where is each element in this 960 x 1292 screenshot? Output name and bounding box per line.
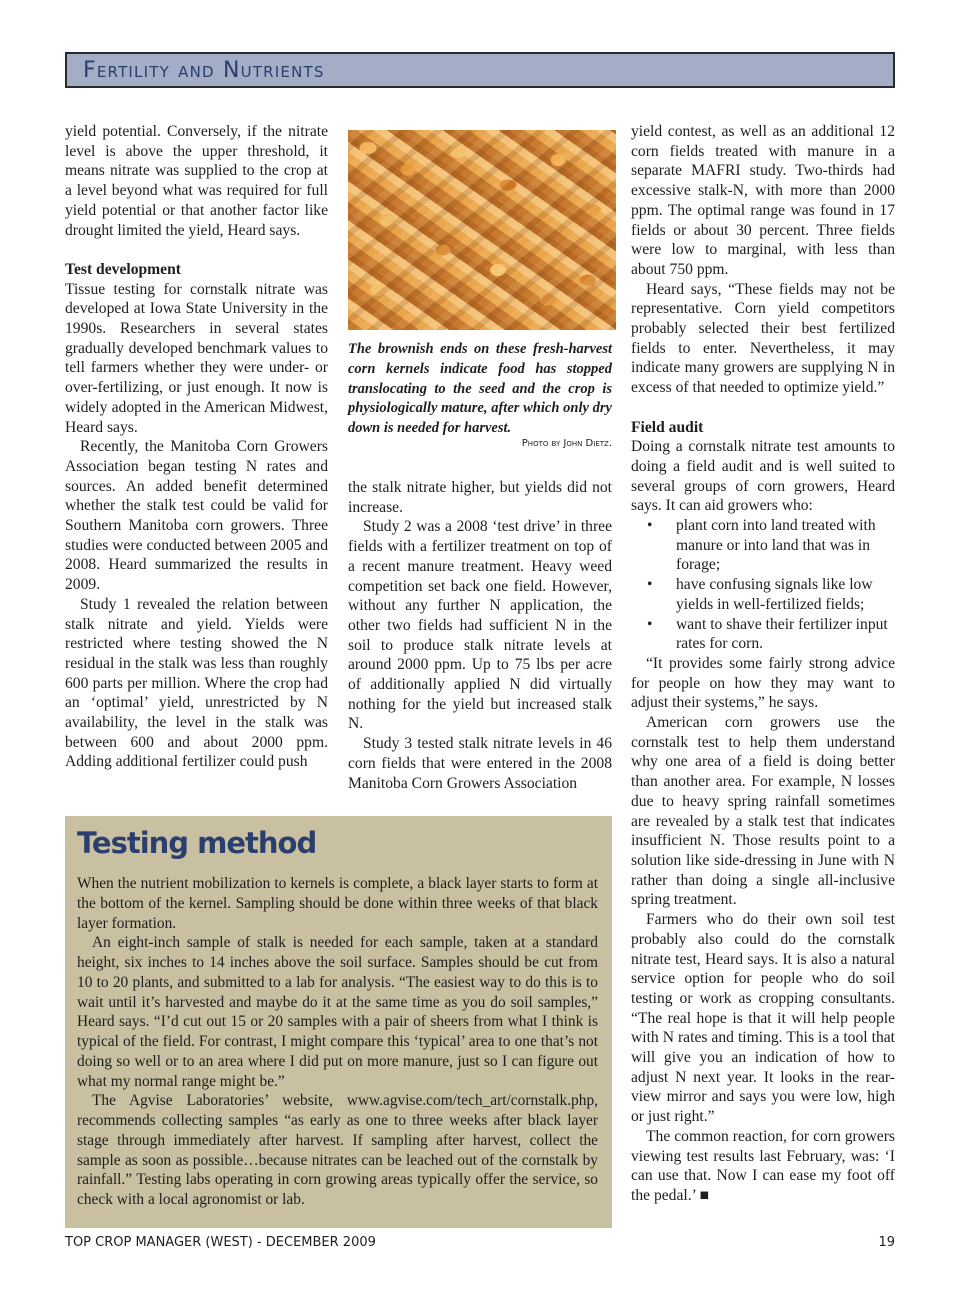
paragraph: the stalk nitrate higher, but yields did not increase. xyxy=(348,479,612,516)
paragraph: “It provides some fairly strong advice for people on how they may want to adjust their systems,” he says. xyxy=(631,654,895,712)
page-number: 19 xyxy=(878,1235,895,1250)
list-item: • have confusing signals like low yields in well-fertilized fields; xyxy=(631,575,895,614)
paragraph: Study 3 tested stalk nitrate levels in 46 corn fields that were entered in the 2008 Manitoba Corn Growers Association xyxy=(348,735,612,792)
paragraph: When the nutrient mobilization to kernels is complete, a black layer starts to form at the bottom of the kernel. Sampling should be done within three weeks of that black layer formation. xyxy=(77,875,598,932)
article-column-2 xyxy=(348,478,612,793)
corn-kernels-photo xyxy=(348,130,616,330)
section-header-bar xyxy=(65,52,895,88)
paragraph: yield contest, as well as an additional 12 corn fields treated with manure in a separate MAFRI study. Two-thirds had excessive stalk-N, with more than 2000 ppm. The optimal range was found in 17 fields or about 30 percent. Three fields were low to marginal, with less than about 750 ppm. xyxy=(631,123,895,278)
paragraph: An eight-inch sample of stalk is needed for each sample, taken at a standard height, six inches to 14 inches above the soil surface. Samples should be cut from 10 to 20 plants, and submitted to a lab for analysis. “The easiest way to do this is to wait until it’s harvested and maybe do it at the same time as you do soil samples,” Heard says. “I’d cut out 15 or 20 samples with a pair of sheers from what I think is typical of the field. For contrast, I might compare this ‘typical’ area to one that’s not doing so well or to an area where I did put on more manure, just so I can figure out what my normal range might be.” xyxy=(77,934,598,1090)
list-item: • plant corn into land treated with manure or into land that was in forage; xyxy=(631,516,895,575)
sidebar-title: Testing method xyxy=(77,826,317,860)
end-mark-icon: ■ xyxy=(699,1186,709,1204)
photo-caption: The brownish ends on these fresh-harvest corn kernels indicate food has stopped translocating to the seed and the crop is physiologically mature, after which only dry down is needed for harvest. xyxy=(348,341,612,437)
paragraph: Farmers who do their own soil test probably also could do the cornstalk nitrate test, Heard says. It is also a natural service option for people who do soil testing or work as cropping consultants. “The real hope is that it will help people with N rates and timing. This is a tool that will give you an indication of how to adjust N next year. It looks in the rear-view mirror and says you were low, high or just right.” xyxy=(631,911,895,1126)
paragraph: American corn growers use the cornstalk test to help them understand why one area of a field is doing better than another area. For example, N losses due to heavy spring rainfall sometimes are revealed by a stalk test that indicates insufficient N. Those results point to a solution like side-dressing in June with N rather than doing a single all-inclusive spring treatment. xyxy=(631,714,895,909)
subheading-field-audit: Field audit xyxy=(631,418,704,436)
sidebar-body xyxy=(77,874,598,1210)
paragraph: Heard says, “These fields may not be representative. Corn yield competitors probably selected their best fertilized fields to enter. Nevertheless, it may indicate many growers are supplying N in excess of that needed to optimize yield.” xyxy=(631,280,895,397)
article-column-1 xyxy=(65,122,328,772)
paragraph-text: The common reaction, for corn growers viewing test results last February, was: ‘I can use that. Now I can ease my foot off the pedal.’ xyxy=(631,1127,895,1204)
list-item: • want to shave their fertilizer input rates for corn. xyxy=(631,615,895,654)
bullet-list xyxy=(631,516,895,654)
paragraph: Study 2 was a 2008 ‘test drive’ in three fields with a fertilizer treatment on top of a recent manure treatment. Heavy weed competition set back one field. However, without any further N application, the other two fields had sufficient N in the soil to produce stalk nitrate levels at around 2000 ppm. Up to 75 lbs per acre of additionally applied N did virtually nothing for the yield but increased stalk N. xyxy=(348,518,612,733)
paragraph: Recently, the Manitoba Corn Growers Association began testing N rates and sources. An added benefit determined whether the stalk test could be valid for Southern Manitoba corn growers. Three studies were conducted between 2005 and 2008. Heard summarized the results in 2009. xyxy=(65,438,328,594)
paragraph: Doing a cornstalk nitrate test amounts to doing a field audit and is well suited to several groups of corn growers, Heard says. It can aid growers who: xyxy=(631,438,895,515)
paragraph: yield potential. Conversely, if the nitrate level is above the upper threshold, it means nitrate was supplied to the crop at a level beyond what was required for full yield potential or that another factor like drought limited the yield, Heard says. xyxy=(65,123,328,239)
footer-publication: TOP CROP MANAGER (WEST) - DECEMBER 2009 xyxy=(65,1235,376,1250)
section-title: Fertility and Nutrients xyxy=(83,58,325,83)
paragraph: The Agvise Laboratories’ website, www.agvise.com/tech_art/cornstalk.php, recommends collecting samples “as early as one to three weeks after black layer stage through immediately after harvest. If sampling after harvest, collect the sample as soon as possible…because nitrates can be leached out of the cornstalk by rainfall.” Testing labs operating in corn growing areas typically offer the service, so check with a local agronomist or lab. xyxy=(77,1092,598,1208)
paragraph: Study 1 revealed the relation between stalk nitrate and yield. Yields were restricted where testing showed the N residual in the stalk was less than roughly 600 parts per million. Where the crop had an ‘optimal’ yield, unrestricted by N availability, the level in the stalk was between 600 and about 2000 ppm. Adding additional fertilizer could push xyxy=(65,595,328,771)
paragraph xyxy=(631,1127,895,1206)
subheading-test-development: Test development xyxy=(65,260,181,278)
paragraph: Tissue testing for cornstalk nitrate was developed at Iowa State University in the 1990s. Researchers in several states gradually developed benchmark values to tell farmers whether they were under- or over-fertilizing, or just enough. It now is widely adopted in the American Midwest, Heard says. xyxy=(65,280,328,436)
photo-credit: Photo by John Dietz. xyxy=(521,438,612,449)
article-column-3 xyxy=(631,122,895,1206)
testing-method-sidebar xyxy=(65,816,612,1228)
